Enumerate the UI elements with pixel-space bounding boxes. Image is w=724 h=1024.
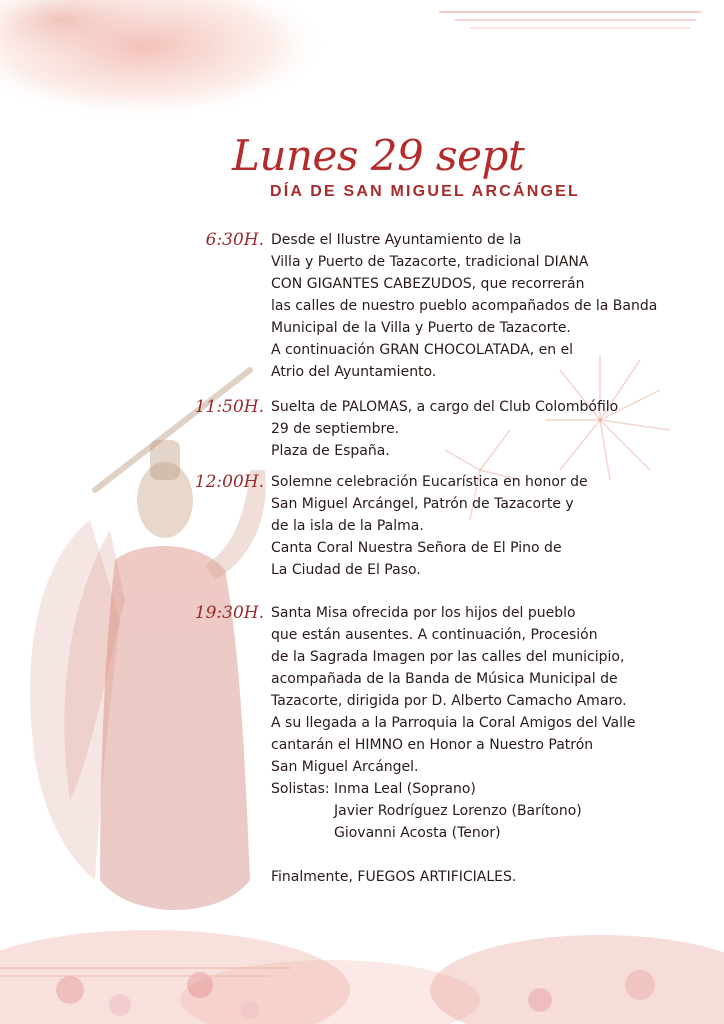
event-line: Desde el Ilustre Ayuntamiento de la	[271, 232, 522, 248]
spacer	[271, 844, 711, 866]
event-line: A continuación GRAN CHOCOLATADA, en el	[271, 342, 574, 358]
event-line: acompañada de la Banda de Música Municipal de	[271, 671, 618, 687]
soloist-line: Giovanni Acosta (Tenor)	[334, 825, 501, 841]
event-line: Municipal de la Villa y Puerto de Tazacorte.	[271, 320, 571, 336]
event-line: 29 de septiembre.	[271, 421, 400, 437]
event-line: San Miguel Arcángel, Patrón de Tazacorte y	[271, 496, 574, 512]
event-description	[271, 602, 711, 888]
final-line: Finalmente, FUEGOS ARTIFICIALES.	[271, 869, 517, 885]
soloist-line: Javier Rodríguez Lorenzo (Barítono)	[334, 803, 582, 819]
event-time: 6:30H.	[205, 230, 264, 250]
event-line: cantarán el HIMNO en Honor a Nuestro Patrón	[271, 737, 594, 753]
header	[232, 130, 672, 202]
event-line: las calles de nuestro pueblo acompañados de la Banda	[271, 298, 658, 314]
event-line: de la Sagrada Imagen por las calles del municipio,	[271, 649, 625, 665]
event-description	[271, 396, 711, 462]
event-line: Atrio del Ayuntamiento.	[271, 364, 437, 380]
event-description	[271, 229, 711, 383]
event-line: CON GIGANTES CABEZUDOS, que recorrerán	[271, 276, 585, 292]
event-line: Villa y Puerto de Tazacorte, tradicional DIANA	[271, 254, 589, 270]
event-line: Tazacorte, dirigida por D. Alberto Camacho Amaro.	[271, 693, 627, 709]
event-line: Suelta de PALOMAS, a cargo del Club Colombófilo	[271, 399, 619, 415]
event-time: 11:50H.	[194, 397, 264, 417]
event-line: Canta Coral Nuestra Señora de El Pino de	[271, 540, 562, 556]
event-line: de la isla de la Palma.	[271, 518, 424, 534]
page-title: Lunes 29 sept	[232, 131, 525, 180]
event-line: A su llegada a la Parroquia la Coral Amigos del Valle	[271, 715, 636, 731]
event-time: 19:30H.	[194, 603, 264, 623]
event-line: La Ciudad de El Paso.	[271, 562, 421, 578]
event-line: Plaza de España.	[271, 443, 390, 459]
event-line: que están ausentes. A continuación, Procesión	[271, 627, 598, 643]
event-line: Solemne celebración Eucarística en honor de	[271, 474, 588, 490]
soloists-line: Solistas: Inma Leal (Soprano)	[271, 781, 476, 797]
event-time: 12:00H.	[194, 472, 264, 492]
event-line: San Miguel Arcángel.	[271, 759, 419, 775]
page-subtitle: DÍA DE SAN MIGUEL ARCÁNGEL	[270, 183, 580, 200]
event-description	[271, 471, 711, 581]
event-line: Santa Misa ofrecida por los hijos del pueblo	[271, 605, 576, 621]
